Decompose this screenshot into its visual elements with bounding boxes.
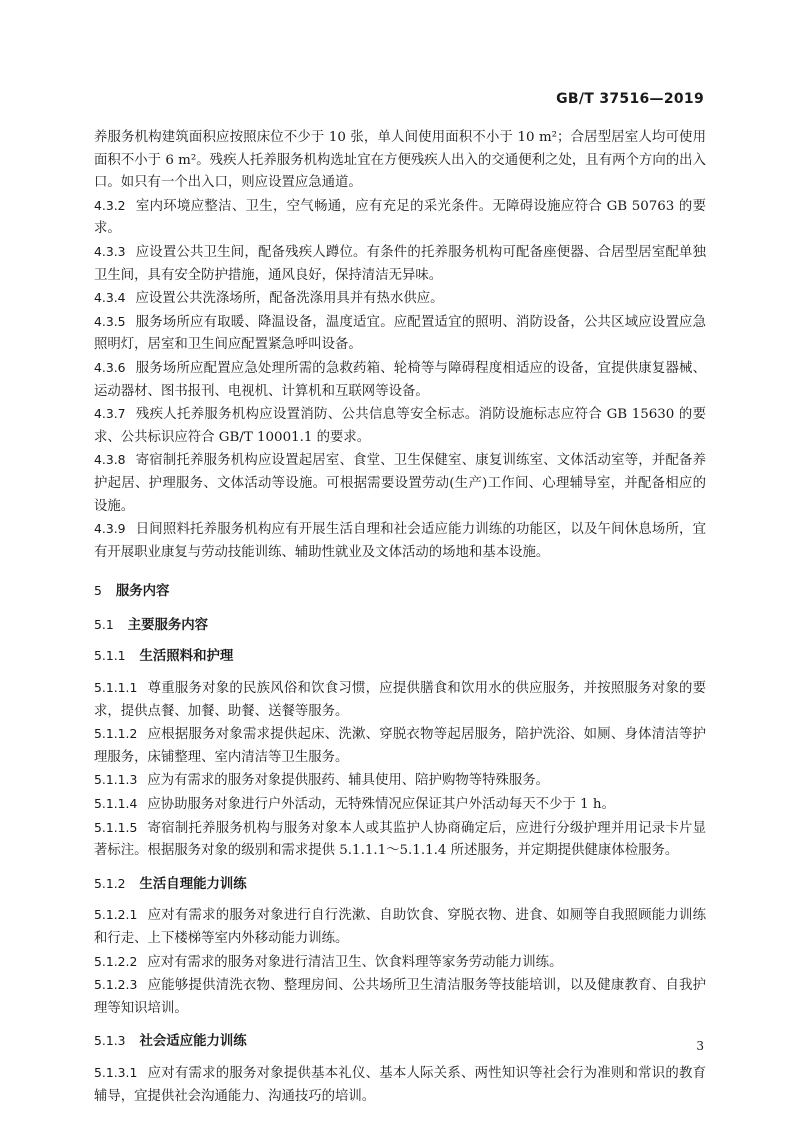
clause-text: 应为有需求的服务对象提供服药、辅具使用、陪护购物等特殊服务。 — [147, 773, 550, 789]
clause-5-1-1-1 — [94, 677, 706, 723]
clause-text: 服务场所应有取暖、降温设备，温度适宜。应配置适宜的照明、消防设备，公共区域应设置应急照明灯，居室和卫生间应配置紧急呼叫设备。 — [94, 314, 706, 353]
paragraph-4-3-1-continued — [94, 127, 706, 195]
section-title: 生活照料和护理 — [139, 649, 234, 665]
clause-number: 4.3.6 — [94, 359, 126, 375]
clause-text: 应设置公共卫生间，配备残疾人蹲位。有条件的托养服务机构可配备座便器、合居型居室配单独卫生间，具有安全防护措施，通风良好，保持清洁无异味。 — [94, 244, 706, 283]
clause-4-3-9 — [94, 518, 706, 564]
section-title: 服务内容 — [115, 584, 170, 600]
clause-4-3-3 — [94, 241, 706, 287]
clause-5-1-3-1 — [94, 1062, 706, 1108]
clause-text: 日间照料托养服务机构应有开展生活自理和社会适应能力训练的功能区，以及午间休息场所，宜有开展职业康复与劳动技能训练、辅助性就业及文体活动的场地和基本设施。 — [94, 522, 706, 560]
clause-4-3-5 — [94, 311, 706, 357]
section-heading-5-1-2 — [94, 873, 706, 897]
clause-text: 室内环境应整洁、卫生，空气畅通，应有充足的采光条件。无障碍设施应符合 GB 50763 的要求。 — [94, 198, 706, 237]
clause-number: 4.3.4 — [94, 290, 126, 306]
clause-text: 应对有需求的服务对象进行自行洗漱、自助饮食、穿脱衣物、进食、如厕等自我照顾能力训练和行走、上下楼梯等室内外移动能力训练。 — [94, 908, 706, 946]
section-heading-5-1 — [94, 614, 706, 638]
clause-text: 应设置公共洗涤场所，配备洗涤用具并有热水供应。 — [135, 291, 444, 307]
clause-4-3-8 — [94, 449, 706, 518]
clause-number: 5.1.3.1 — [94, 1064, 138, 1080]
clause-number: 4.3.7 — [94, 406, 126, 422]
standard-number-header: GB/T 37516—2019 — [556, 91, 704, 107]
clauses-5-1-2 — [94, 904, 706, 1020]
clause-number: 4.3.8 — [94, 452, 126, 468]
clause-number: 5.1.2.2 — [94, 953, 138, 969]
section-number: 5.1.2 — [94, 875, 126, 891]
clause-5-1-1-5 — [94, 817, 706, 863]
clause-5-1-1-2 — [94, 723, 706, 769]
clause-text: 残疾人托养服务机构应设置消防、公共信息等安全标志。消防设施标志应符合 GB 15630 的要求、公共标识应符合 GB/T 10001.1 的要求。 — [94, 407, 706, 445]
section-title: 社会适应能力训练 — [139, 1034, 247, 1050]
clause-5-1-1-4 — [94, 793, 706, 817]
clause-4-3-7 — [94, 403, 706, 449]
section-heading-5-1-3 — [94, 1030, 706, 1054]
clause-number: 5.1.1.2 — [94, 726, 138, 742]
clause-text: 应能够提供清洗衣物、整理房间、公共场所卫生清洁服务等技能培训，以及健康教育、自我护理等知识培训。 — [94, 978, 706, 1016]
section-number: 5.1.3 — [94, 1033, 126, 1049]
clause-text: 寄宿制托养服务机构与服务对象本人或其监护人协商确定后，应进行分级护理并用记录卡片显著标注。根据服务对象的级别和需求提供 5.1.1.1～5.1.1.4 所述服务，并定期提供健康体检服务。 — [94, 820, 706, 859]
clause-5-1-1-3 — [94, 769, 706, 793]
clause-text: 应对有需求的服务对象提供基本礼仪、基本人际关系、两性知识等社会行为准则和常识的教育辅导，宜提供社会沟通能力、沟通技巧的培训。 — [94, 1065, 706, 1104]
clause-5-1-2-2 — [94, 951, 706, 975]
clause-4-3-6 — [94, 357, 706, 403]
clause-number: 4.3.2 — [94, 197, 126, 213]
clause-4-3-2 — [94, 195, 706, 241]
clause-text: 养服务机构建筑面积应按照床位不少于 10 张，单人间使用面积不小于 10 m²；合居型居室人均可使用面积不小于 6 m²。残疾人托养服务机构选址宜在方便残疾人出入的交通便利之处，且有两个方向的出入口。如只有一个出入口，则应设置应急通道。 — [94, 130, 706, 191]
section-number: 5 — [94, 583, 102, 599]
clause-text: 应根据服务对象需求提供起床、洗漱、穿脱衣物等起居服务，陪护洗浴、如厕、身体清洁等护理服务，床铺整理、室内清洁等卫生服务。 — [94, 727, 706, 765]
clauses-5-1-3 — [94, 1062, 706, 1108]
clause-number: 4.3.3 — [94, 243, 126, 259]
section-title: 主要服务内容 — [127, 617, 209, 633]
clause-text: 寄宿制托养服务机构应设置起居室、食堂、卫生保健室、康复训练室、文体活动室等，并配备养护起居、护理服务、文体活动等设施。可根据需要设置劳动(生产)工作间、心理辅导室，并配备相应的设施。 — [94, 453, 706, 514]
page-number: 3 — [696, 1039, 704, 1053]
clause-text: 应协助服务对象进行户外活动，无特殊情况应保证其户外活动每天不少于 1 h。 — [147, 797, 615, 813]
section-heading-5-1-1 — [94, 645, 706, 669]
section-title: 生活自理能力训练 — [139, 876, 247, 892]
clause-number: 5.1.2.3 — [94, 977, 138, 993]
section-number: 5.1.1 — [94, 648, 126, 664]
clause-number: 5.1.1.1 — [94, 680, 138, 696]
page-body — [94, 127, 706, 1108]
clause-text: 服务场所应配置应急处理所需的急救药箱、轮椅等与障碍程度相适应的设备，宜提供康复器械、运动器材、图书报刊、电视机、计算机和互联网等设备。 — [94, 360, 706, 399]
clause-number: 4.3.9 — [94, 521, 126, 537]
clause-number: 5.1.1.3 — [94, 772, 138, 788]
section-heading-5 — [94, 580, 706, 604]
clauses-4-3 — [94, 127, 706, 564]
clauses-5-1-1 — [94, 677, 706, 863]
clause-number: 5.1.1.4 — [94, 796, 138, 812]
clause-text: 应对有需求的服务对象进行清洁卫生、饮食料理等家务劳动能力训练。 — [147, 954, 563, 970]
clause-number: 5.1.2.1 — [94, 907, 138, 923]
clause-number: 4.3.5 — [94, 313, 126, 329]
clause-5-1-2-3 — [94, 974, 706, 1020]
section-number: 5.1 — [94, 616, 114, 632]
clause-text: 尊重服务对象的民族风俗和饮食习惯，应提供膳食和饮用水的供应服务，并按照服务对象的要求，提供点餐、加餐、助餐、送餐等服务。 — [94, 681, 706, 719]
clause-5-1-2-1 — [94, 904, 706, 950]
clause-4-3-4 — [94, 287, 706, 311]
clause-number: 5.1.1.5 — [94, 819, 138, 835]
